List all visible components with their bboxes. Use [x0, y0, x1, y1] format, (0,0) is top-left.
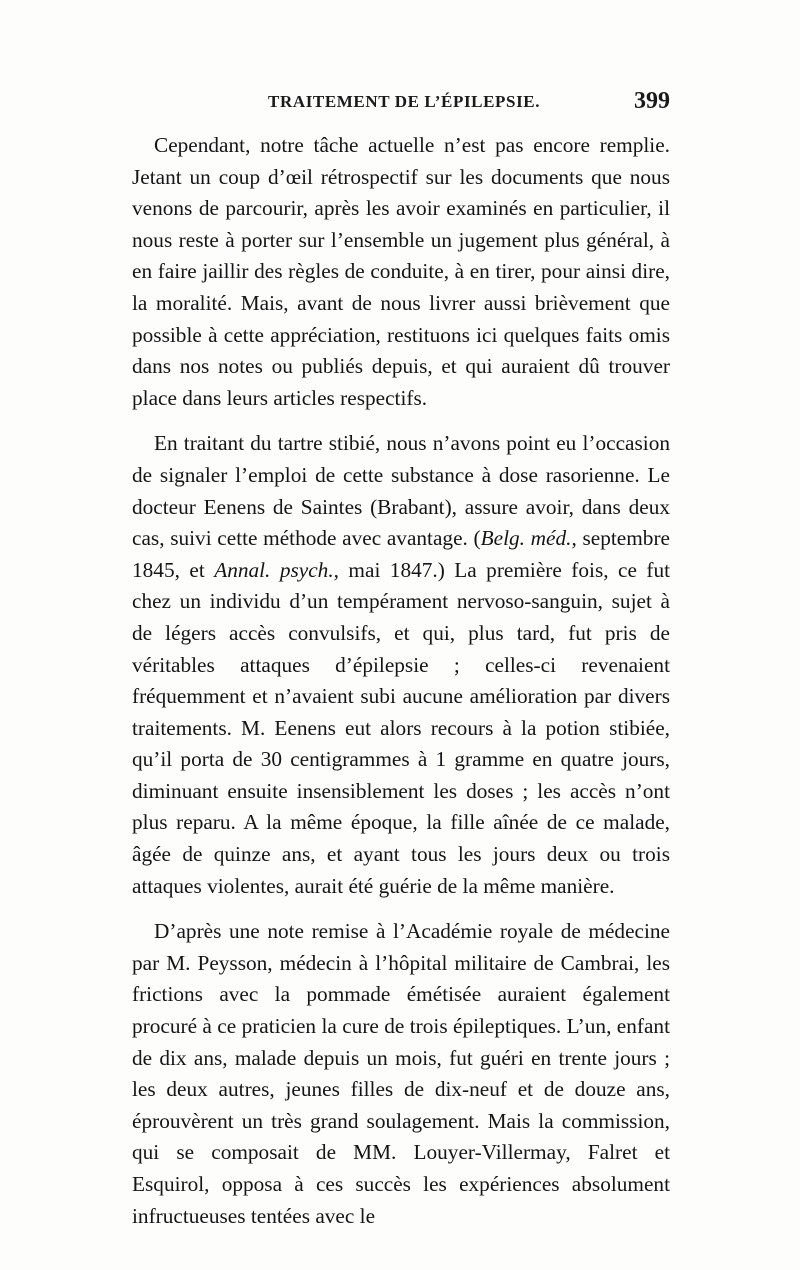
page-number: 399: [634, 88, 670, 114]
running-title: TRAITEMENT DE L’ÉPILEPSIE.: [268, 92, 541, 111]
paragraph-1: Cependant, notre tâche actuelle n’est pas encore remplie. Jetant un coup d’œil rétrospectif sur les documents que nous venons de parcourir, après les avoir examinés en particulier, il nous reste à porter sur l’ensemble un jugement plus général, à en faire jaillir des règles de conduite, à en tirer, pour ainsi dire, la moralité. Mais, avant de nous livrer aussi brièvement que possible à cette appréciation, restituons ici quelques faits omis dans nos notes ou publiés depuis, et qui auraient dû trouver place dans leurs articles respectifs.: [132, 133, 670, 410]
running-head: [132, 88, 670, 122]
paragraph-3: D’après une note remise à l’Académie royale de médecine par M. Peysson, médecin à l’hôpital militaire de Cambrai, les frictions avec la pommade émétisée auraient également procuré à ce praticien la cure de trois épileptiques. L’un, enfant de dix ans, malade depuis un mois, fut guéri en trente jours ; les deux autres, jeunes filles de dix-neuf et de douze ans, éprouvèrent un très grand soulagement. Mais la commission, qui se composait de MM. Louyer-Villermay, Falret et Esquirol, opposa à ces succès les expériences absolument infructueuses tentées avec le: [132, 919, 670, 1228]
paragraph-2-part-1: En traitant du tartre stibié, nous n’avons point eu l’occasion de signaler l’emploi de cette substance à dose rasorienne. Le docteur Eenens de Saintes (Brabant), assure avoir, dans deux cas, suivi cette méthode avec avantage. (: [132, 431, 670, 551]
paragraph-2: [132, 428, 670, 902]
paragraph-2-part-2: , septembre 1845, et: [132, 526, 670, 582]
citation-belg-med: Belg. méd.: [480, 526, 572, 551]
body-text: [132, 130, 670, 1232]
paragraph-2-part-3: , mai 1847.) La première fois, ce fut chez un individu d’un tempérament nervoso-sanguin, sujet à de légers accès convulsifs, et qui, plus tard, fut pris de véritables attaques d’épilepsie ; celles-ci revenaient fréquemment et n’avaient subi aucune amélioration par divers traitements. M. Eenens eut alors recours à la potion stibiée, qu’il porta de 30 centigrammes à 1 gramme en quatre jours, diminuant ensuite insensiblement les doses ; les accès n’ont plus reparu. A la même époque, la fille aînée de ce malade, âgée de quinze ans, et ayant tous les jours deux ou trois attaques violentes, aurait été guérie de la même manière.: [132, 557, 671, 898]
citation-annal-psych: Annal. psych.: [214, 557, 334, 582]
